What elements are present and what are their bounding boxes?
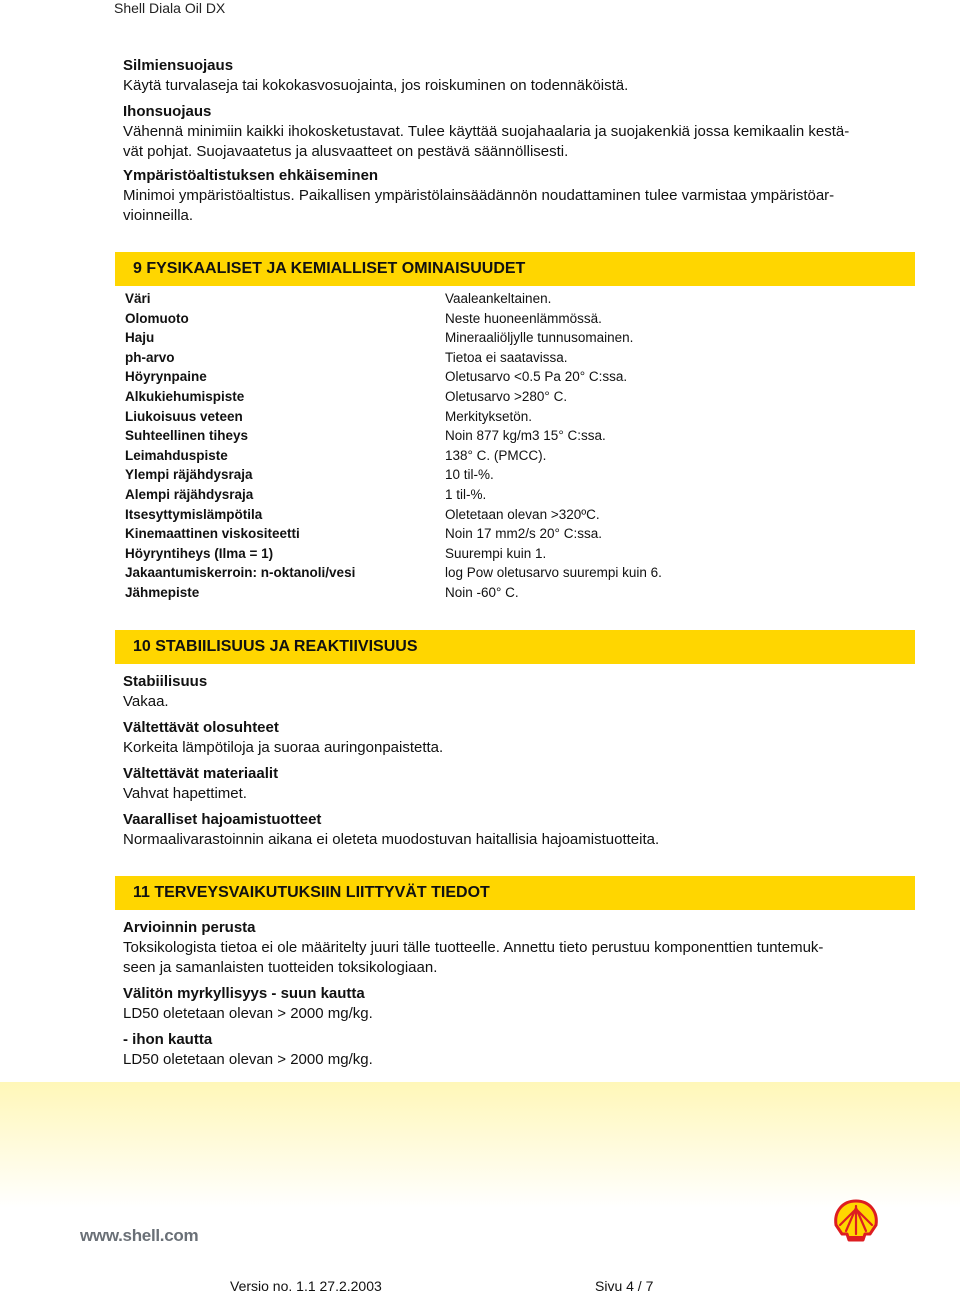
property-value: log Pow oletusarvo suurempi kuin 6. (445, 565, 662, 581)
document-header-title: Shell Diala Oil DX (114, 0, 226, 16)
property-row (125, 446, 885, 466)
assessment-basis-text-line1: Toksikologista tietoa ei ole määritelty juuri tälle tuotteelle. Annettu tieto perustuu komponenttien tuntemuk- (123, 939, 824, 956)
dermal-toxicity-text: LD50 oletetaan olevan > 2000 mg/kg. (123, 1051, 373, 1068)
assessment-basis-heading: Arvioinnin perusta (123, 919, 256, 936)
property-row (125, 465, 885, 485)
oral-toxicity-heading: Välitön myrkyllisyys - suun kautta (123, 985, 365, 1002)
property-value: Mineraaliöljylle tunnusomainen. (445, 330, 634, 346)
property-row (125, 328, 885, 348)
stability-heading: Stabiilisuus (123, 673, 208, 690)
property-label: Itsesyttymislämpötila (125, 506, 263, 522)
property-row (125, 485, 885, 505)
property-label: Leimahduspiste (125, 447, 228, 463)
property-label: Höyrynpaine (125, 369, 207, 385)
property-value: Noin -60° C. (445, 584, 519, 600)
shell-pecten-icon (832, 1198, 880, 1244)
footer-band (0, 1082, 960, 1292)
property-row (125, 289, 885, 309)
property-row (125, 563, 885, 583)
section-11-title-bar: 11 TERVEYSVAIKUTUKSIIN LIITTYVÄT TIEDOT (115, 876, 915, 910)
hazardous-products-heading: Vaaralliset hajoamistuotteet (123, 811, 322, 828)
oral-toxicity-text: LD50 oletetaan olevan > 2000 mg/kg. (123, 1005, 373, 1022)
property-label: Jähmepiste (125, 584, 200, 600)
avoid-materials-text: Vahvat hapettimet. (123, 785, 247, 802)
property-value: Oletetaan olevan >320ºC. (445, 506, 600, 522)
property-row (125, 544, 885, 564)
property-label: Suhteellinen tiheys (125, 428, 249, 444)
property-row (125, 367, 885, 387)
eye-protection-text: Käytä turvalaseja tai kokokasvosuojainta, jos roiskuminen on todennäköistä. (123, 77, 629, 94)
skin-protection-text-line2: vät pohjat. Suojavaatetus ja alusvaatteet on pestävä säännöllisesti. (123, 143, 569, 160)
eye-protection-heading: Silmiensuojaus (123, 57, 234, 74)
section-10-content (123, 672, 913, 853)
section-9-title-bar: 9 FYSIKAALISET JA KEMIALLISET OMINAISUUDET (115, 252, 915, 286)
skin-protection-text-line1: Vähennä minimiin kaikki ihokosketustavat. Tulee käyttää suojahaalaria ja suojakenkiä jossa kemikaalin kestä- (123, 123, 850, 140)
property-label: Väri (125, 291, 151, 306)
property-label: Alempi räjähdysraja (125, 486, 254, 502)
avoid-conditions-heading: Vältettävät olosuhteet (123, 719, 279, 736)
property-label: Jakaantumiskerroin: n-oktanoli/vesi (125, 565, 356, 581)
property-row (125, 583, 885, 603)
property-label: Ylempi räjähdysraja (125, 467, 253, 483)
page-number: Sivu 4 / 7 (595, 1278, 654, 1294)
property-value: Noin 17 mm2/s 20° C:ssa. (445, 526, 602, 542)
property-label: Liukoisuus veteen (125, 408, 243, 424)
property-label: Haju (125, 330, 155, 346)
hazardous-products-text: Normaalivarastoinnin aikana ei oleteta muodostuvan haitallisia hajoamistuotteita. (123, 831, 660, 848)
properties-table (125, 289, 885, 603)
avoid-materials-heading: Vältettävät materiaalit (123, 765, 279, 782)
property-label: Olomuoto (125, 310, 189, 326)
environment-heading: Ympäristöaltistuksen ehkäiseminen (123, 167, 379, 184)
property-row (125, 505, 885, 525)
property-label: Höyryntiheys (Ilma = 1) (125, 545, 274, 561)
property-label: Kinemaattinen viskositeetti (125, 526, 300, 542)
assessment-basis-text-line2: seen ja samanlaisten tuotteiden toksikologiaan. (123, 959, 438, 976)
environment-block (123, 166, 913, 229)
property-value: Noin 877 kg/m3 15° C:ssa. (445, 428, 606, 444)
version-info: Versio no. 1.1 27.2.2003 (230, 1278, 382, 1294)
avoid-conditions-text: Korkeita lämpötiloja ja suoraa auringonpaistetta. (123, 739, 444, 756)
property-row (125, 407, 885, 427)
property-row (125, 426, 885, 446)
property-value: Merkityksetön. (445, 408, 533, 424)
section-11-content (123, 918, 913, 1073)
property-value: Oletusarvo >280° C. (445, 388, 568, 404)
environment-text-line2: vioinneilla. (123, 207, 194, 224)
property-value: 138° C. (PMCC). (445, 447, 547, 463)
stability-text: Vakaa. (123, 693, 169, 710)
property-label: ph-arvo (125, 349, 175, 365)
shell-website-link[interactable]: www.shell.com (80, 1226, 199, 1245)
property-value: 1 til-%. (445, 486, 487, 502)
property-row (125, 309, 885, 329)
skin-protection-heading: Ihonsuojaus (123, 103, 212, 120)
property-row (125, 524, 885, 544)
property-value: Oletusarvo <0.5 Pa 20° C:ssa. (445, 369, 628, 385)
property-value: Suurempi kuin 1. (445, 545, 547, 561)
property-value: Vaaleankeltainen. (445, 291, 552, 306)
property-row (125, 387, 885, 407)
property-value: Tietoa ei saatavissa. (445, 349, 568, 365)
property-value: 10 til-%. (445, 467, 494, 483)
section-10-title-bar: 10 STABIILISUUS JA REAKTIIVISUUS (115, 630, 915, 664)
property-value: Neste huoneenlämmössä. (445, 310, 602, 326)
dermal-toxicity-heading: - ihon kautta (123, 1031, 213, 1048)
environment-text-line1: Minimoi ympäristöaltistus. Paikallisen ympäristölainsäädännön noudattaminen tulee varmistaa ympäristöar- (123, 187, 835, 204)
eye-protection-block (123, 56, 913, 99)
property-row (125, 348, 885, 368)
property-label: Alkukiehumispiste (125, 388, 245, 404)
skin-protection-block (123, 102, 913, 165)
